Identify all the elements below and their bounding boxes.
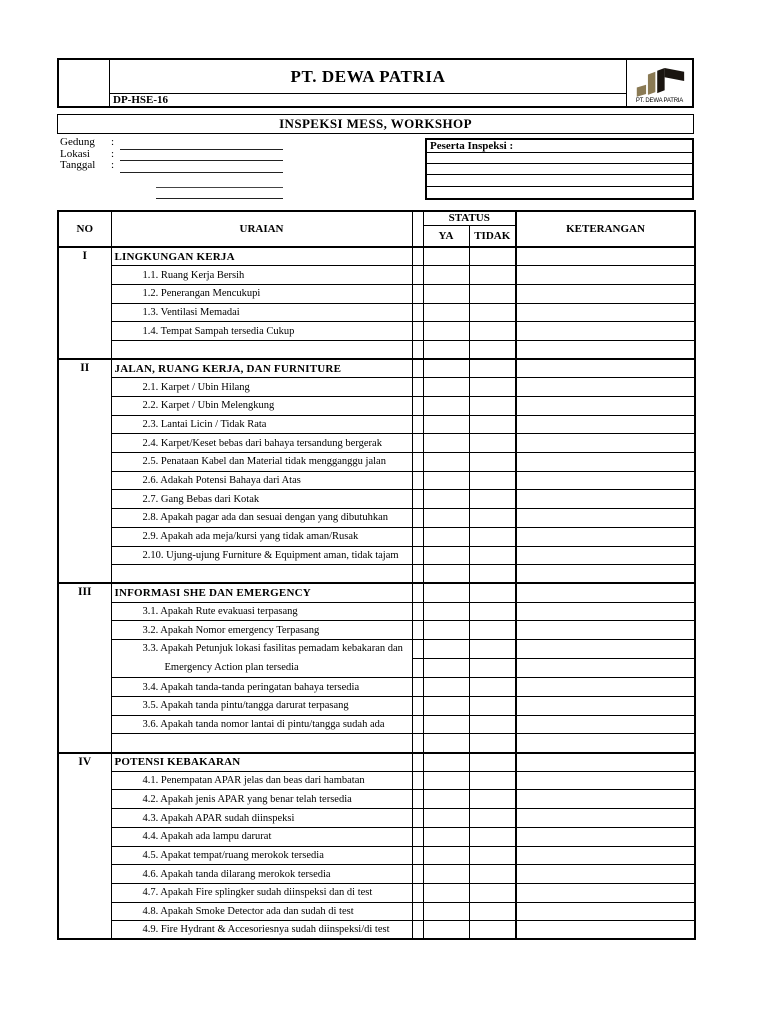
item-text: 4.3. Apakah APAR sudah diinspeksi: [111, 809, 412, 828]
status-tidak-cell: [469, 602, 516, 621]
item-row: [58, 697, 695, 716]
status-tidak-cell: [469, 303, 516, 322]
gap-cell: [412, 509, 423, 528]
item-text: 3.2. Apakah Nomor emergency Terpasang: [111, 621, 412, 640]
status-ya-cell: [423, 734, 469, 753]
keterangan-cell: [516, 546, 695, 565]
status-tidak-cell: [469, 546, 516, 565]
item-text: 2.9. Apakah ada meja/kursi yang tidak aman/Rusak: [111, 527, 412, 546]
keterangan-cell: [516, 883, 695, 902]
peserta-inspeksi-box: [425, 138, 694, 200]
inspection-table: [57, 210, 696, 940]
item-row: [58, 602, 695, 621]
item-text: 2.3. Lantai Licin / Tidak Rata: [111, 415, 412, 434]
status-ya-cell: [423, 490, 469, 509]
item-text: 1.3. Ventilasi Memadai: [111, 303, 412, 322]
gap-cell: [412, 846, 423, 865]
status-tidak-cell: [469, 583, 516, 602]
item-text: 1.1. Ruang Kerja Bersih: [111, 266, 412, 285]
item-row: [58, 415, 695, 434]
col-header-gap: [412, 211, 423, 247]
status-tidak-cell: [469, 846, 516, 865]
status-ya-cell: [423, 359, 469, 378]
keterangan-cell: [516, 397, 695, 416]
status-tidak-cell: [469, 509, 516, 528]
gap-cell: [412, 453, 423, 472]
item-row: [58, 715, 695, 734]
company-title: PT. DEWA PATRIA: [110, 60, 626, 94]
status-tidak-cell: [469, 827, 516, 846]
keterangan-cell: [516, 471, 695, 490]
item-row: [58, 322, 695, 341]
keterangan-cell: [516, 322, 695, 341]
keterangan-cell: [516, 284, 695, 303]
status-ya-cell: [423, 527, 469, 546]
keterangan-cell: [516, 247, 695, 266]
blank-line-tanggal: [120, 172, 283, 173]
gap-cell: [412, 359, 423, 378]
gap-cell: [412, 397, 423, 416]
field-tanggal: [60, 159, 114, 171]
item-row: [58, 883, 695, 902]
item-text: 2.1. Karpet / Ubin Hilang: [111, 378, 412, 397]
keterangan-cell: [516, 902, 695, 921]
peserta-blank-row: [427, 153, 692, 164]
keterangan-cell: [516, 602, 695, 621]
status-tidak-cell: [469, 415, 516, 434]
status-ya-cell: [423, 678, 469, 697]
status-tidak-cell: [469, 565, 516, 584]
header-empty-cell: [59, 60, 110, 106]
status-ya-cell: [423, 602, 469, 621]
status-tidak-cell: [469, 790, 516, 809]
peserta-blank-row: [427, 187, 692, 198]
separator-cell: [111, 340, 412, 359]
gap-cell: [412, 827, 423, 846]
item-text: 4.1. Penempatan APAR jelas dan beas dari hambatan: [111, 771, 412, 790]
item-text: 2.10. Ujung-ujung Furniture & Equipment aman, tidak tajam: [111, 546, 412, 565]
separator-row: [58, 734, 695, 753]
item-text: 1.2. Penerangan Mencukupi: [111, 284, 412, 303]
keterangan-cell: [516, 303, 695, 322]
item-text: 2.5. Penataan Kabel dan Material tidak mengganggu jalan: [111, 453, 412, 472]
keterangan-cell: [516, 509, 695, 528]
item-row: [58, 378, 695, 397]
keterangan-cell: [516, 771, 695, 790]
gap-cell: [412, 284, 423, 303]
header-box: [57, 58, 694, 108]
status-ya-cell: [423, 883, 469, 902]
item-row: [58, 527, 695, 546]
gap-cell: [412, 883, 423, 902]
field-label-tanggal: Tanggal: [60, 159, 96, 171]
status-tidak-cell: [469, 902, 516, 921]
status-ya-cell: [423, 284, 469, 303]
item-text: 3.4. Apakah tanda-tanda peringatan bahaya tersedia: [111, 678, 412, 697]
status-ya-cell: [423, 621, 469, 640]
status-tidak-cell: [469, 490, 516, 509]
keterangan-cell: [516, 865, 695, 884]
status-ya-cell: [423, 565, 469, 584]
company-logo: [626, 60, 692, 106]
status-tidak-cell: [469, 284, 516, 303]
status-tidak-cell: [469, 340, 516, 359]
keterangan-cell: [516, 453, 695, 472]
status-ya-cell: [423, 322, 469, 341]
status-tidak-cell: [469, 397, 516, 416]
keterangan-cell: [516, 639, 695, 658]
status-tidak-cell: [469, 359, 516, 378]
keterangan-cell: [516, 527, 695, 546]
status-tidak-cell: [469, 734, 516, 753]
gap-cell: [412, 490, 423, 509]
status-tidak-cell: [469, 809, 516, 828]
item-text: 2.6. Adakah Potensi Bahaya dari Atas: [111, 471, 412, 490]
item-row: [58, 266, 695, 285]
status-tidak-cell: [469, 247, 516, 266]
status-ya-cell: [423, 659, 469, 678]
status-ya-cell: [423, 303, 469, 322]
gap-cell: [412, 546, 423, 565]
section-number: I: [58, 247, 111, 359]
section-title: LINGKUNGAN KERJA: [111, 247, 412, 266]
status-ya-cell: [423, 378, 469, 397]
status-ya-cell: [423, 827, 469, 846]
status-tidak-cell: [469, 771, 516, 790]
status-tidak-cell: [469, 378, 516, 397]
item-text: 4.4. Apakah ada lampu darurat: [111, 827, 412, 846]
gap-cell: [412, 415, 423, 434]
gap-cell: [412, 659, 423, 678]
keterangan-cell: [516, 659, 695, 678]
peserta-inspeksi-label: Peserta Inspeksi :: [427, 140, 692, 153]
status-tidak-cell: [469, 471, 516, 490]
item-text: 4.2. Apakah jenis APAR yang benar telah tersedia: [111, 790, 412, 809]
keterangan-cell: [516, 490, 695, 509]
col-header-uraian: URAIAN: [111, 211, 412, 247]
gap-cell: [412, 734, 423, 753]
status-ya-cell: [423, 809, 469, 828]
item-row: [58, 621, 695, 640]
peserta-blank-row: [427, 175, 692, 186]
item-text: 2.7. Gang Bebas dari Kotak: [111, 490, 412, 509]
status-ya-cell: [423, 790, 469, 809]
keterangan-cell: [516, 340, 695, 359]
section-title: INFORMASI SHE DAN EMERGENCY: [111, 583, 412, 602]
gap-cell: [412, 771, 423, 790]
colon: :: [111, 136, 115, 148]
status-ya-cell: [423, 583, 469, 602]
item-text: 3.6. Apakah tanda nomor lantai di pintu/tangga sudah ada: [111, 715, 412, 734]
item-text: 3.3. Apakah Petunjuk lokasi fasilitas pemadam kebakaran dan Emergency Action plan tersedia: [111, 639, 412, 677]
item-text: 4.9. Fire Hydrant & Accesoriesnya sudah diinspeksi/di test: [111, 921, 412, 940]
gap-cell: [412, 753, 423, 772]
gap-cell: [412, 902, 423, 921]
status-tidak-cell: [469, 921, 516, 940]
gap-cell: [412, 621, 423, 640]
item-text: 3.1. Apakah Rute evakuasi terpasang: [111, 602, 412, 621]
col-header-ya: YA: [423, 225, 469, 247]
item-row: [58, 865, 695, 884]
keterangan-cell: [516, 734, 695, 753]
form-code: DP-HSE-16: [113, 94, 168, 106]
item-text: 4.6. Apakah tanda dilarang merokok tersedia: [111, 865, 412, 884]
dp-logo-icon: [634, 65, 686, 97]
status-tidak-cell: [469, 434, 516, 453]
item-row: [58, 284, 695, 303]
blank-line-extra-1: [156, 187, 283, 188]
separator-row: [58, 340, 695, 359]
page-title: INSPEKSI MESS, WORKSHOP: [57, 114, 694, 134]
gap-cell: [412, 602, 423, 621]
status-tidak-cell: [469, 621, 516, 640]
section-header-row: [58, 753, 695, 772]
item-text: 4.7. Apakah Fire splingker sudah diinspeksi dan di test: [111, 883, 412, 902]
field-gedung: [60, 136, 114, 148]
gap-cell: [412, 303, 423, 322]
status-tidak-cell: [469, 883, 516, 902]
gap-cell: [412, 247, 423, 266]
status-tidak-cell: [469, 753, 516, 772]
status-tidak-cell: [469, 527, 516, 546]
gap-cell: [412, 715, 423, 734]
section-title: POTENSI KEBAKARAN: [111, 753, 412, 772]
section-header-row: [58, 583, 695, 602]
gap-cell: [412, 340, 423, 359]
item-text: 4.5. Apakat tempat/ruang merokok tersedia: [111, 846, 412, 865]
item-row: [58, 490, 695, 509]
status-ya-cell: [423, 340, 469, 359]
status-tidak-cell: [469, 678, 516, 697]
gap-cell: [412, 322, 423, 341]
keterangan-cell: [516, 697, 695, 716]
status-ya-cell: [423, 771, 469, 790]
gap-cell: [412, 378, 423, 397]
keterangan-cell: [516, 266, 695, 285]
peserta-blank-row: [427, 164, 692, 175]
status-ya-cell: [423, 509, 469, 528]
item-row: [58, 303, 695, 322]
blank-line-lokasi: [120, 160, 283, 161]
gap-cell: [412, 790, 423, 809]
item-text: 4.8. Apakah Smoke Detector ada dan sudah di test: [111, 902, 412, 921]
status-tidak-cell: [469, 715, 516, 734]
item-row: [58, 471, 695, 490]
item-row: [58, 546, 695, 565]
keterangan-cell: [516, 378, 695, 397]
status-ya-cell: [423, 697, 469, 716]
keterangan-cell: [516, 809, 695, 828]
gap-cell: [412, 583, 423, 602]
gap-cell: [412, 921, 423, 940]
item-row: [58, 678, 695, 697]
gap-cell: [412, 697, 423, 716]
section-header-row: [58, 247, 695, 266]
keterangan-cell: [516, 921, 695, 940]
status-ya-cell: [423, 921, 469, 940]
keterangan-cell: [516, 565, 695, 584]
status-ya-cell: [423, 471, 469, 490]
status-ya-cell: [423, 434, 469, 453]
item-row: [58, 921, 695, 940]
separator-cell: [111, 565, 412, 584]
separator-row: [58, 565, 695, 584]
keterangan-cell: [516, 415, 695, 434]
item-row: [58, 434, 695, 453]
status-ya-cell: [423, 846, 469, 865]
field-label-gedung: Gedung: [60, 136, 95, 148]
item-row: [58, 397, 695, 416]
status-tidak-cell: [469, 266, 516, 285]
status-ya-cell: [423, 639, 469, 658]
gap-cell: [412, 266, 423, 285]
status-tidak-cell: [469, 322, 516, 341]
status-ya-cell: [423, 397, 469, 416]
item-row: [58, 453, 695, 472]
gap-cell: [412, 809, 423, 828]
status-ya-cell: [423, 715, 469, 734]
section-header-row: [58, 359, 695, 378]
item-row: [58, 902, 695, 921]
status-tidak-cell: [469, 659, 516, 678]
status-ya-cell: [423, 865, 469, 884]
item-row: [58, 639, 695, 658]
item-text: 2.2. Karpet / Ubin Melengkung: [111, 397, 412, 416]
status-ya-cell: [423, 415, 469, 434]
status-tidak-cell: [469, 697, 516, 716]
section-title: JALAN, RUANG KERJA, DAN FURNITURE: [111, 359, 412, 378]
keterangan-cell: [516, 434, 695, 453]
status-ya-cell: [423, 453, 469, 472]
item-row: [58, 771, 695, 790]
gap-cell: [412, 678, 423, 697]
blank-line-extra-2: [156, 198, 283, 199]
status-tidak-cell: [469, 639, 516, 658]
field-label-lokasi: Lokasi: [60, 148, 90, 160]
keterangan-cell: [516, 790, 695, 809]
item-text: 1.4. Tempat Sampah tersedia Cukup: [111, 322, 412, 341]
col-header-no: NO: [58, 211, 111, 247]
logo-caption: PT. DEWA PATRIA: [635, 98, 684, 104]
item-row: [58, 809, 695, 828]
keterangan-cell: [516, 715, 695, 734]
col-header-status: STATUS: [423, 211, 516, 225]
item-text: 2.8. Apakah pagar ada dan sesuai dengan yang dibutuhkan: [111, 509, 412, 528]
status-tidak-cell: [469, 453, 516, 472]
col-header-keterangan: KETERANGAN: [516, 211, 695, 247]
item-text: 2.4. Karpet/Keset bebas dari bahaya tersandung bergerak: [111, 434, 412, 453]
colon: :: [111, 159, 115, 171]
keterangan-cell: [516, 583, 695, 602]
separator-cell: [111, 734, 412, 753]
col-header-tidak: TIDAK: [469, 225, 516, 247]
gap-cell: [412, 434, 423, 453]
keterangan-cell: [516, 359, 695, 378]
item-row: [58, 509, 695, 528]
keterangan-cell: [516, 846, 695, 865]
status-ya-cell: [423, 247, 469, 266]
section-number: III: [58, 583, 111, 752]
gap-cell: [412, 865, 423, 884]
item-row: [58, 790, 695, 809]
keterangan-cell: [516, 827, 695, 846]
status-tidak-cell: [469, 865, 516, 884]
gap-cell: [412, 471, 423, 490]
section-number: IV: [58, 753, 111, 940]
item-row: [58, 846, 695, 865]
item-text: 3.5. Apakah tanda pintu/tangga darurat terpasang: [111, 697, 412, 716]
keterangan-cell: [516, 621, 695, 640]
keterangan-cell: [516, 753, 695, 772]
keterangan-cell: [516, 678, 695, 697]
status-ya-cell: [423, 902, 469, 921]
gap-cell: [412, 639, 423, 658]
colon: :: [111, 148, 115, 160]
gap-cell: [412, 565, 423, 584]
gap-cell: [412, 527, 423, 546]
item-row: [58, 827, 695, 846]
blank-line-gedung: [120, 149, 283, 150]
section-number: II: [58, 359, 111, 583]
status-ya-cell: [423, 753, 469, 772]
status-ya-cell: [423, 546, 469, 565]
status-ya-cell: [423, 266, 469, 285]
